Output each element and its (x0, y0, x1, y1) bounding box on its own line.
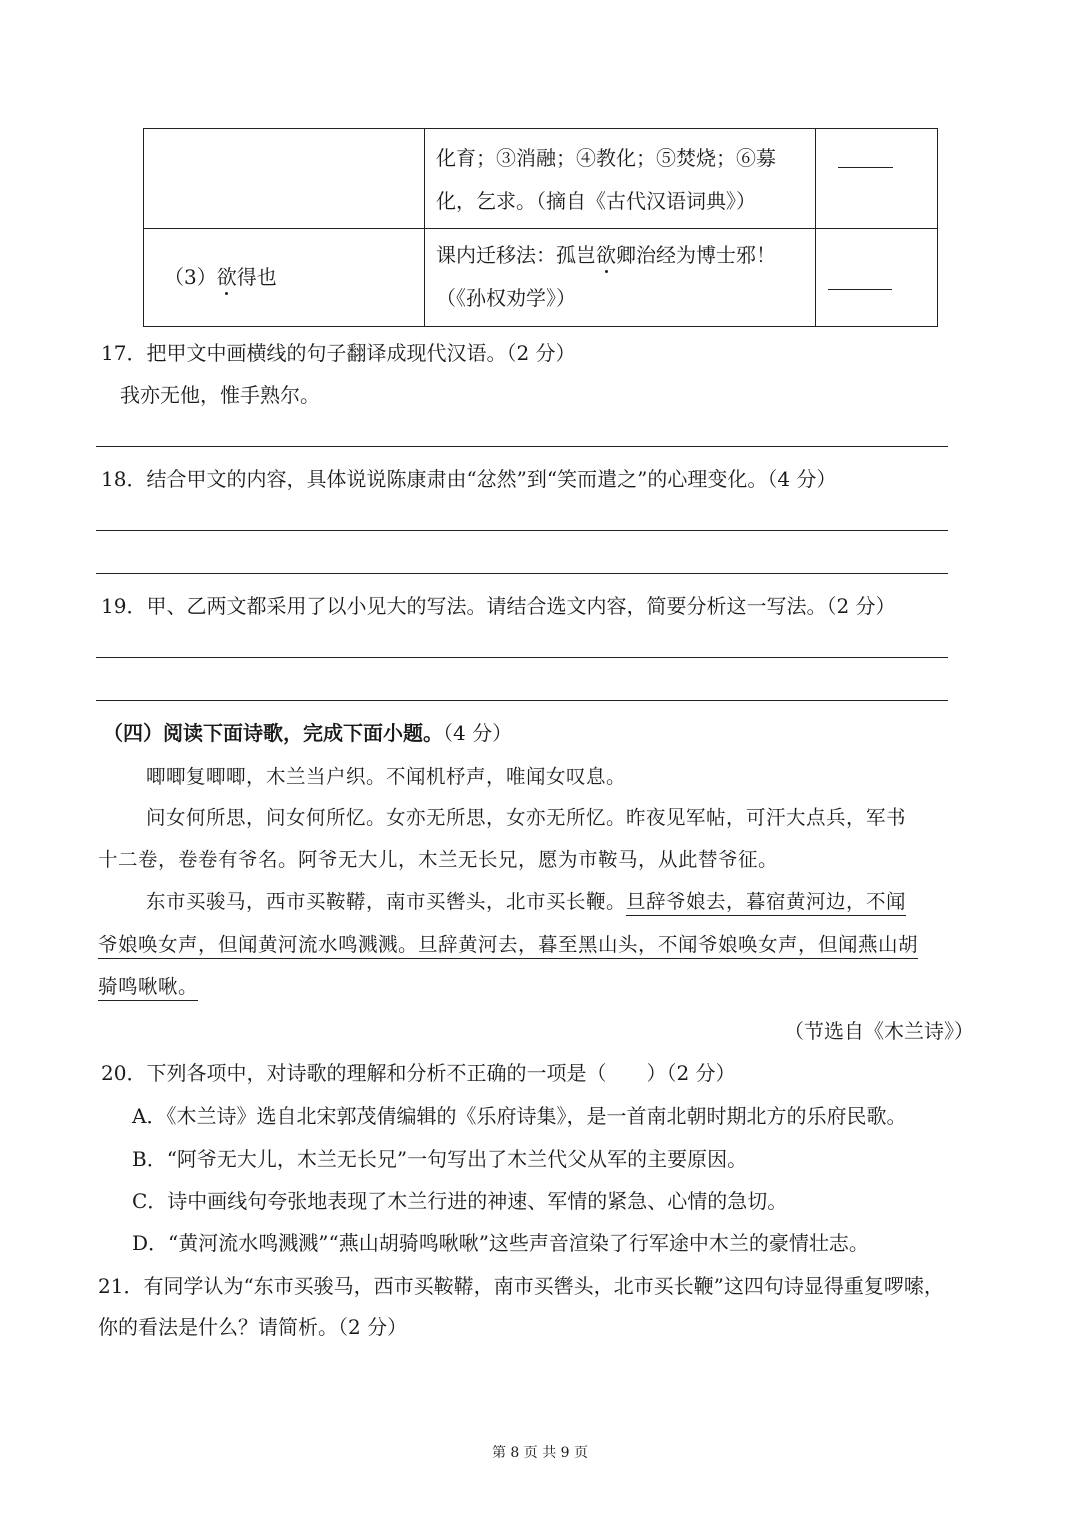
answer-line[interactable] (96, 700, 948, 701)
option-c[interactable]: C．诗中画线句夸张地表现了木兰行进的神速、军情的紧急、心情的急切。 (132, 1189, 788, 1213)
question-17-sentence: 我亦无他，惟手熟尔。 (120, 383, 320, 407)
poem-line: 东市买骏马，西市买鞍鞯，南市买辔头，北市买长鞭。旦辞爷娘去，暮宿黄河边，不闻 (146, 890, 906, 914)
page-number: 第 8 页 共 9 页 (491, 1445, 589, 1461)
poem-line (98, 933, 918, 957)
question-17: 17．把甲文中画横线的句子翻译成现代汉语。（2 分） (101, 341, 576, 365)
answer-line[interactable] (96, 573, 948, 574)
table-cell-method (425, 229, 816, 327)
definition-line: 化育；③消融；④教化；⑤焚烧；⑥募 (436, 146, 776, 170)
underlined-text: 旦辞爷娘去，暮宿黄河边，不闻 (626, 890, 906, 916)
underlined-text: 骑鸣啾啾。 (98, 975, 198, 1001)
underlined-text: 爷娘唤女声，但闻黄河流水鸣溅溅。旦辞黄河去，暮至黑山头，不闻爷娘唤女声，但闻燕山胡 (98, 933, 918, 959)
poem-line: 唧唧复唧唧，木兰当户织。不闻机杼声，唯闻女叹息。 (146, 765, 627, 788)
section-heading: （四）阅读下面诗歌，完成下面小题。（4 分） (103, 721, 513, 745)
method-line: 课内迁移法：孤岂欲卿治经为博士邪！ (436, 243, 776, 267)
method-source: （《孙权劝学》） (436, 286, 576, 310)
vocab-table (143, 128, 938, 327)
answer-blank[interactable] (838, 167, 893, 168)
poem-source: （节选自《木兰诗》） (784, 1019, 974, 1043)
answer-line[interactable] (96, 446, 948, 447)
question-18: 18．结合甲文的内容，具体说说陈康肃由“忿然”到“笑而遣之”的心理变化。（4 分） (101, 467, 837, 491)
table-cell-item (144, 229, 425, 327)
table-row (144, 129, 938, 229)
table-cell-answer (816, 129, 938, 229)
answer-line[interactable] (96, 530, 948, 531)
question-19: 19．甲、乙两文都采用了以小见大的写法。请结合选文内容，简要分析这一写法。（2 分） (101, 594, 896, 618)
question-20: 20．下列各项中，对诗歌的理解和分析不正确的一项是（ ）（2 分） (101, 1061, 736, 1085)
option-a[interactable]: A．《木兰诗》选自北宋郭茂倩编辑的《乐府诗集》，是一首南北朝时期北方的乐府民歌。 (132, 1104, 907, 1128)
poem-line (98, 975, 198, 999)
definition-line: 化，乞求。（摘自《古代汉语词典》） (436, 189, 756, 213)
question-21-line2: 你的看法是什么？请简析。（2 分） (98, 1315, 408, 1339)
poem-line: 问女何所思，问女何所忆。女亦无所思，女亦无所忆。昨夜见军帖，可汗大点兵，军书 (146, 806, 907, 829)
answer-blank[interactable] (828, 289, 892, 290)
table-cell-answer (816, 229, 938, 327)
answer-line[interactable] (96, 657, 948, 658)
option-b[interactable]: B．“阿爷无大儿，木兰无长兄”一句写出了木兰代父从军的主要原因。 (132, 1147, 748, 1171)
table-cell-definition (425, 129, 816, 229)
item-label: （3）欲得也 (164, 265, 277, 289)
poem-line: 十二卷，卷卷有爷名。阿爷无大儿，木兰无长兄，愿为市鞍马，从此替爷征。 (98, 848, 779, 871)
table-row (144, 229, 938, 327)
option-d[interactable]: D．“黄河流水鸣溅溅”“燕山胡骑鸣啾啾”这些声音渲染了行军途中木兰的豪情壮志。 (132, 1231, 869, 1255)
question-21: 21．有同学认为“东市买骏马，西市买鞍鞯，南市买辔头，北市买长鞭”这四句诗显得重复啰嗦， (98, 1274, 944, 1298)
table-cell-item (144, 129, 425, 229)
